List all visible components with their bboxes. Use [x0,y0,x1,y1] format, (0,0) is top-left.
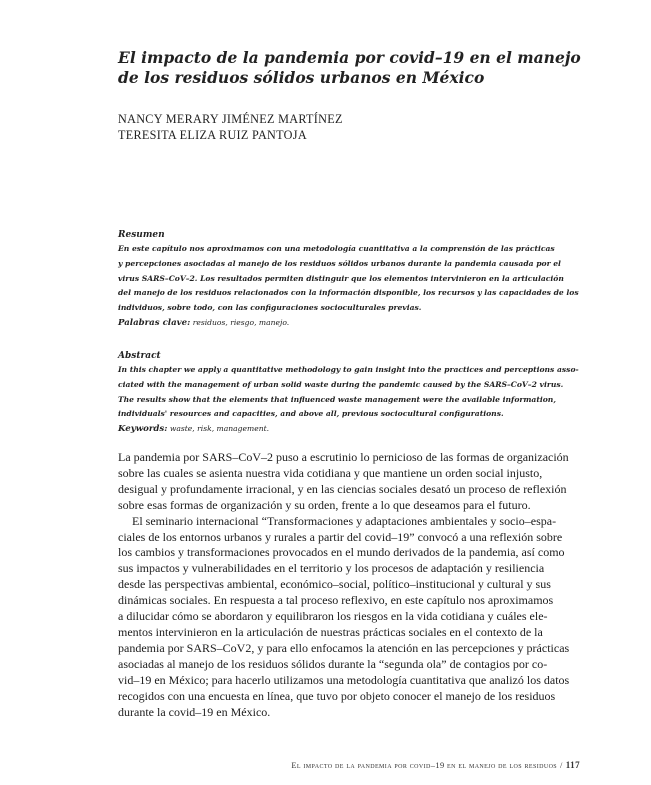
body-line: sobre esas formas de organización y su orden, frente a lo que deseamos para el futuro. [118,497,531,512]
body-line: los cambios y transformaciones provocados en el mundo derivados de la pandemia, así como [118,545,565,560]
resumen-keywords [118,316,574,331]
chapter-title [118,48,581,88]
chapter-title-line-2: de los residuos sólidos urbanos en México [118,68,485,87]
body-line: desigual y profundamente irracional, y en las ciencias sociales desató un proceso de reflexión [118,481,567,496]
body-text [118,450,578,720]
running-title: El impacto de la pandemia por covid–19 en el manejo de los residuos [291,761,558,770]
resumen-line: individuos, sobre todo, con las configuraciones socioculturales previas. [118,303,422,313]
resumen-heading: Resumen [118,230,165,240]
resumen-keywords-label: Palabras clave: [118,317,191,328]
abstract-heading: Abstract [118,351,161,361]
body-line: sus impactos y vulnerabilidades en el territorio y los procesos de adaptación y resiliencia [118,561,545,576]
abstract-section [118,349,579,437]
body-line: El seminario internacional “Transformaciones y adaptaciones ambientales y socio–espa- [132,513,557,528]
abstract-keywords-value: waste, risk, management. [167,424,270,434]
body-line: vid–19 en México; para hacerlo utilizamos una metodología cuantitativa que analizó los datos [118,672,570,687]
page-footer [280,760,580,770]
abstract-line: ciated with the management of urban solid waste during the pandemic caused by the SARS–CoV–2 virus. [118,379,564,389]
resumen-line: del manejo de los residuos relacionados con la información disponible, los recursos y las capacidades de los [118,288,579,298]
body-line: dinámicas sociales. En respuesta a tal proceso reflexivo, en este capítulo nos aproximamos [118,593,554,608]
author-2: TERESITA ELIZA RUIZ PANTOJA [118,128,307,142]
chapter-title-line-1: El impacto de la pandemia por covid–19 en el manejo [118,48,581,67]
resumen-line: virus SARS–CoV–2. Los resultados permiten distinguir que los elementos intervinieron en la articulación [118,273,564,283]
resumen-line: En este capítulo nos aproximamos con una metodología cuantitativa a la comprensión de las prácticas [118,244,555,253]
abstract-keywords-label: Keywords: [118,424,168,435]
abstract-line: The results show that the elements that influenced waste management were the available information, [118,394,556,404]
body-line: mentos intervinieron en la articulación de nuestras prácticas sociales en el contexto de la [118,624,543,639]
abstract-line: individuals' resources and capacities, and above all, previous sociocultural configurations. [118,409,504,419]
abstract-line: In this chapter we apply a quantitative methodology to gain insight into the practices and perceptions asso- [118,365,579,374]
author-1: NANCY MERARY JIMÉNEZ MARTÍNEZ [118,112,343,126]
page-number: 117 [565,760,580,770]
resumen-keywords-value: residuos, riesgo, manejo. [190,317,290,327]
body-line: recogidos con una encuesta en línea, que tuvo por objeto conocer el manejo de los residuos [118,688,556,703]
footer-separator: / [560,761,563,770]
body-line: durante la covid–19 en México. [118,704,271,719]
resumen-section [118,228,579,331]
body-line: a dilucidar cómo se abordaron y equilibraron los riesgos en la vida cotidiana y cuáles ele- [118,609,548,624]
body-line: La pandemia por SARS–CoV–2 puso a escrutinio lo pernicioso de las formas de organización [118,450,569,464]
abstract-keywords [118,422,574,437]
body-line: ciales de los entornos urbanos y rurales a partir del covid–19” convocó a una reflexión sobre [118,529,563,544]
body-line: sobre las cuales se asienta nuestra vida cotidiana y que mantiene un orden social injusto, [118,465,543,480]
authors [118,111,343,143]
body-line: pandemia por SARS–CoV2, y para ello enfocamos la atención en las percepciones y prácticas [118,640,570,655]
resumen-line: y percepciones asociadas al manejo de los residuos sólidos urbanos durante la pandemia causada por el [118,258,561,268]
body-line: desde las perspectivas ambiental, económico–social, político–institucional y cultural y sus [118,577,551,592]
body-line: asociadas al manejo de los residuos sólidos durante la “segunda ola” de contagios por co- [118,656,548,671]
